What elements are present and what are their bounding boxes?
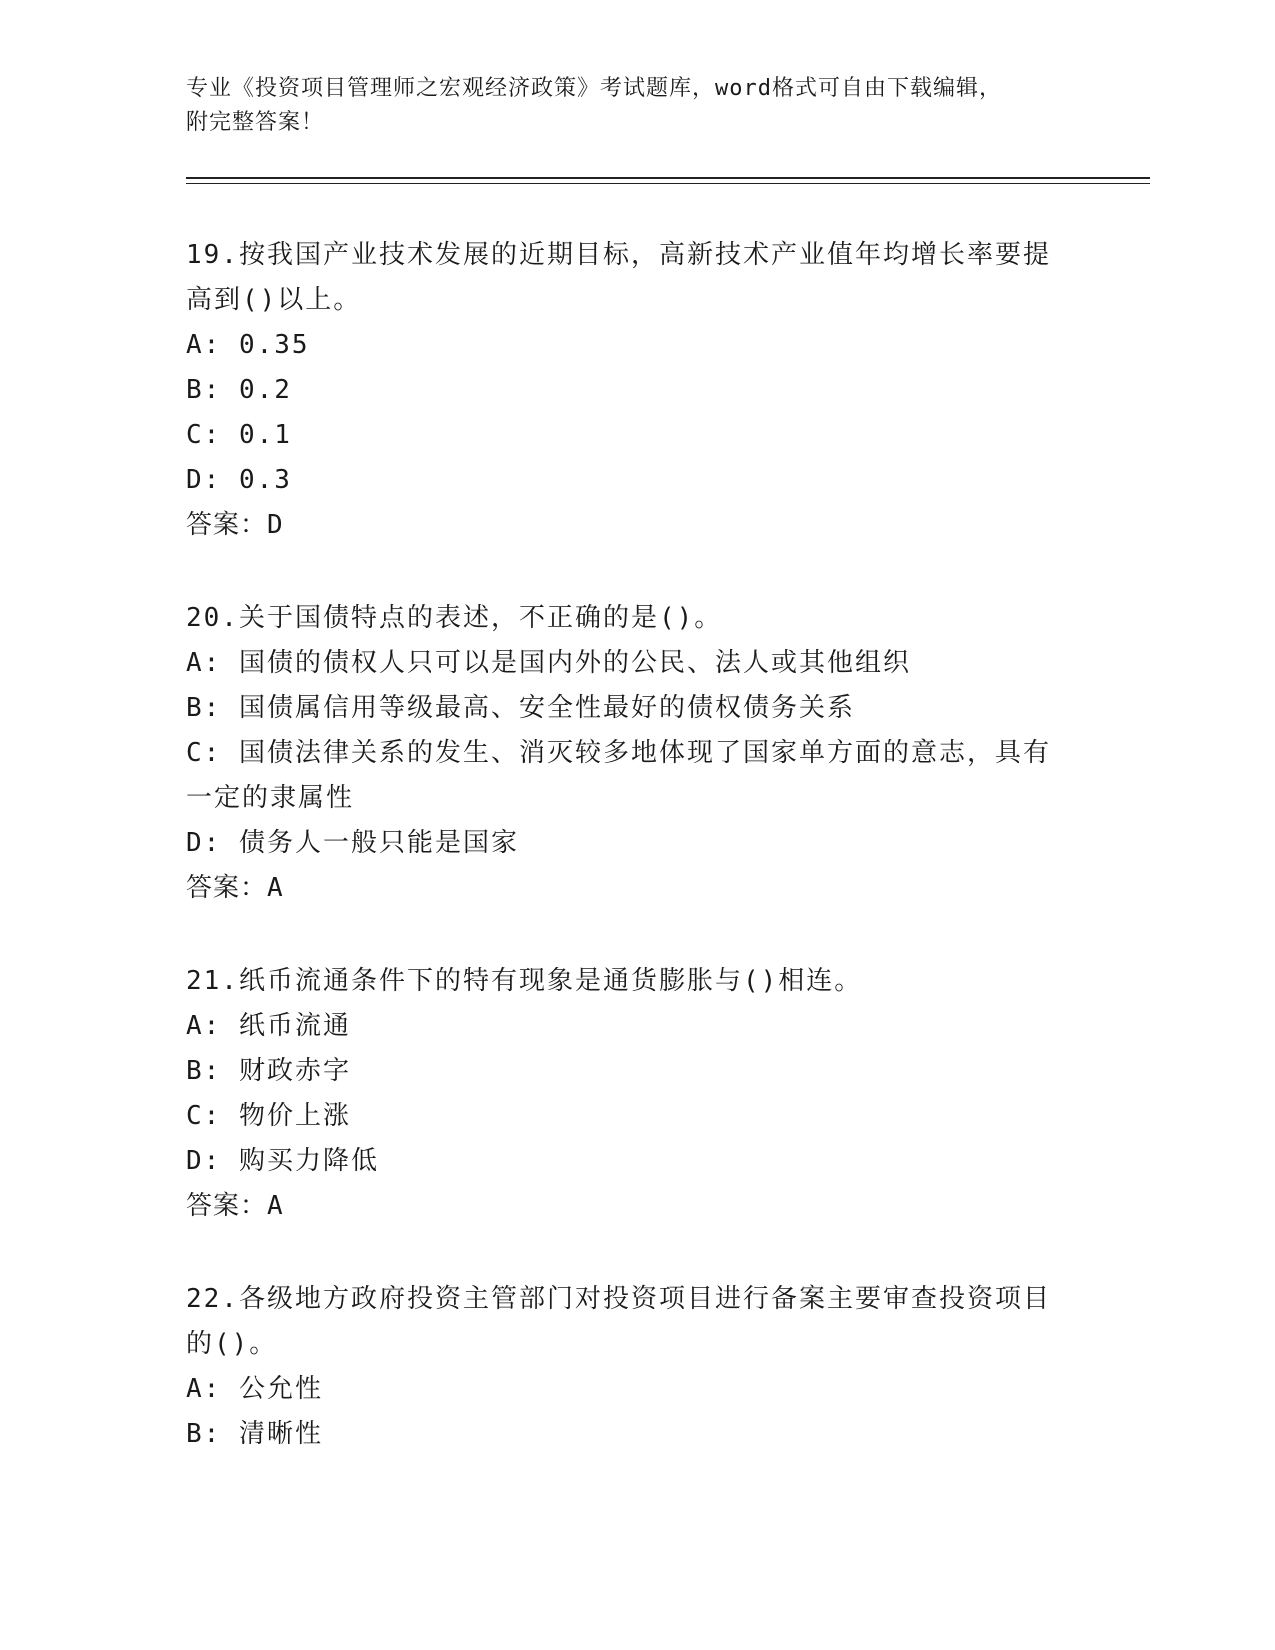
option-c-continued: 一定的隶属性 [186,783,355,813]
option-c: C: 物价上涨 [186,1101,351,1131]
question-22 [186,1277,1076,1457]
question-20 [186,596,1076,911]
option-b: B: 财政赤字 [186,1056,351,1086]
option-c: C: 0.1 [186,420,292,450]
header-divider-thick [186,177,1150,179]
question-stem: 19.按我国产业技术发展的近期目标，高新技术产业值年均增长率要提 [186,240,1051,270]
question-21 [186,959,1076,1229]
header-divider-thin [186,183,1150,184]
option-d: D: 购买力降低 [186,1146,379,1176]
option-a: A: 国债的债权人只可以是国内外的公民、法人或其他组织 [186,648,911,678]
question-stem: 22.各级地方政府投资主管部门对投资项目进行备案主要审查投资项目 [186,1284,1051,1314]
question-stem: 20.关于国债特点的表述，不正确的是()。 [186,603,723,633]
option-b: B: 0.2 [186,375,292,405]
option-d: D: 债务人一般只能是国家 [186,828,519,858]
question-stem-continued: 的()。 [186,1329,278,1359]
option-d: D: 0.3 [186,465,292,495]
option-b: B: 清晰性 [186,1419,323,1449]
answer: 答案：A [186,873,284,903]
answer: 答案：D [186,510,284,540]
header-line-1: 专业《投资项目管理师之宏观经济政策》考试题库，word格式可自由下载编辑， [186,76,1002,101]
option-c: C: 国债法律关系的发生、消灭较多地体现了国家单方面的意志，具有 [186,738,1051,768]
document-header [186,72,1086,140]
option-a: A: 公允性 [186,1374,323,1404]
option-a: A: 0.35 [186,330,310,360]
answer: 答案：A [186,1191,284,1221]
option-a: A: 纸币流通 [186,1011,351,1041]
option-b: B: 国债属信用等级最高、安全性最好的债权债务关系 [186,693,855,723]
question-stem-continued: 高到()以上。 [186,285,362,315]
question-19 [186,233,1076,548]
header-line-2: 附完整答案！ [186,110,325,135]
question-stem: 21.纸币流通条件下的特有现象是通货膨胀与()相连。 [186,966,863,996]
